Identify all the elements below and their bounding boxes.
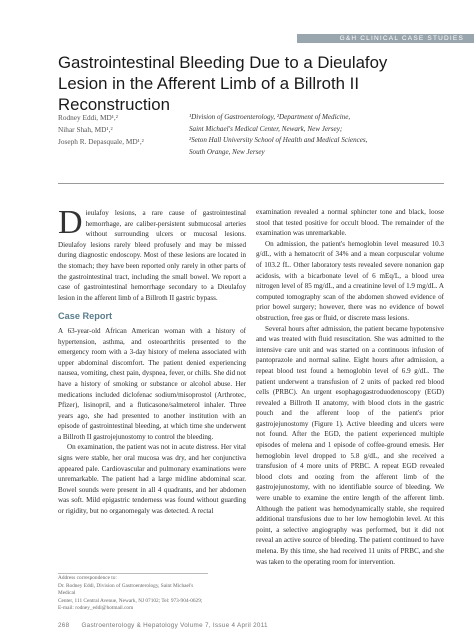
header-banner bbox=[0, 0, 474, 42]
body-paragraph: examination revealed a normal sphincter tone and black, loose stool that tested positive for occult blood. The remainder of the examination was unremarkable. bbox=[256, 208, 444, 238]
correspondence-line: Address correspondence to: bbox=[58, 575, 117, 581]
journal-date: April 2011 bbox=[236, 622, 268, 629]
drop-cap: D bbox=[58, 204, 83, 241]
correspondence-line: Dr. Rodney Eddi, Division of Gastroenterology, Saint Michael's Medical bbox=[58, 582, 194, 597]
journal-volume: Volume 7, Issue 4 bbox=[180, 622, 236, 629]
title-divider bbox=[58, 183, 444, 184]
author-name: Nihar Shah, MD¹,² bbox=[58, 125, 113, 134]
section-heading: Case Report bbox=[58, 311, 113, 322]
page-number: 268 bbox=[58, 622, 70, 629]
intro-text: ieulafoy lesions, a rare cause of gastrointestinal hemorrhage, are caliber-persistent submucosal arteries without surrounding ulcers or mucosal lesions. Dieulafoy lesions rarely bleed profusely and may be missed during diagnostic endoscopy. Most of these lesions are located in the stomach; they have been reported only rarely in other parts of the gastrointestinal tract, including the small bowel. We report a case of gastrointestinal hemorrhage secondary to a Dieulafoy lesion in the afferent limb of a Billroth II gastric bypass. bbox=[58, 209, 246, 302]
correspondence-divider bbox=[58, 573, 208, 574]
affiliation-line: ¹Division of Gastroenterology, ²Department of Medicine, bbox=[189, 113, 351, 121]
article-title: Gastrointestinal Bleeding Due to a Dieulafoy Lesion in the Afferent Limb of a Billroth II Reconstruction bbox=[58, 53, 388, 114]
banner-label: G&H CLINICAL CASE STUDIES bbox=[339, 35, 464, 42]
affiliation-line: ²Seton Hall University School of Health and Medical Sciences, bbox=[189, 136, 368, 144]
left-column bbox=[58, 204, 246, 517]
correspondence-block bbox=[58, 575, 208, 613]
author-list bbox=[58, 112, 183, 148]
affiliations bbox=[189, 112, 389, 158]
right-column bbox=[256, 207, 444, 567]
affiliation-line: Saint Michael's Medical Center, Newark, New Jersey; bbox=[189, 124, 343, 133]
page-footer bbox=[58, 622, 398, 629]
journal-name: Gastroenterology & Hepatology bbox=[81, 622, 179, 629]
correspondence-email[interactable]: E-mail: rodney_eddi@hotmail.com bbox=[58, 605, 134, 612]
body-paragraph: On admission, the patient's hemoglobin level measured 10.3 g/dL, with a hematocrit of 34% and a mean corpuscular volume of 103.2 fL. Other laboratory tests revealed severe nonanion gap acidosis, with a bicarbonate level of 6 mEq/L, a blood urea nitrogen level of 85 mg/dL, and a creatinine level of 1.9 mg/dL. A computed tomography scan of the abdomen showed evidence of prior bowel surgery; however, there was no evidence of bowel obstruction, free gas or fluid, or discrete mass lesions. bbox=[256, 239, 444, 322]
body-paragraph: On examination, the patient was not in acute distress. Her vital signs were stable, her oral mucosa was dry, and her conjunctiva appeared pale. Cardiovascular and pulmonary examinations were unremarkable. The patient had a large midline abdominal scar. Bowel sounds were present in all 4 quadrants, and her abdomen was soft. Mild epigastric tenderness was found without guarding or rigidity, but no organomegaly was detected. A rectal bbox=[58, 443, 246, 516]
body-paragraph: A 63-year-old African American woman with a history of hypertension, asthma, and osteoarthritis presented to the emergency room with a 3-day history of melena associated with upper abdominal discomfort. The patient denied experiencing nausea, vomiting, chest pain, dyspnea, fever, or chills. She did not have a history of smoking or substance or alcohol abuse. Her medications included diclofenac sodium/misoprostol (Arthrotec, Pfizer), lisinopril, and a fluticasone/salmeterol inhaler. Three years ago, she had presented to another institution with an episode of gastrointestinal bleeding, at which time she underwent a Billroth II gastrojejunostomy to control the bleeding. bbox=[58, 326, 246, 441]
author-name: Rodney Eddi, MD¹,² bbox=[58, 113, 118, 122]
intro-paragraph bbox=[58, 204, 246, 303]
author-name: Joseph R. Depasquale, MD¹,² bbox=[58, 137, 144, 146]
affiliation-line: South Orange, New Jersey bbox=[189, 147, 265, 156]
correspondence-line: Center, 111 Central Avenue, Newark, NJ 07102; Tel: 973-904-0629; bbox=[58, 597, 203, 604]
body-paragraph: Several hours after admission, the patient became hypotensive and was treated with fluid resuscitation. She was admitted to the intensive care unit and was started on a continuous infusion of pantoprazole and normal saline. Eight hours after admission, a repeat blood test found a hemoglobin level of 6.9 g/dL. The patient underwent a transfusion of 2 units of packed red blood cells (PRBC). An urgent esophagogastroduodenoscopy (EGD) revealed a Billroth II anatomy, with blood clots in the gastric pouch and the afferent loop of the patient's prior gastrojejunostomy (Figure 1). Active bleeding and ulcers were not found. After the EGD, the patient experienced multiple episodes of melena and 1 episode of coffee-ground emesis. Her hemoglobin level dropped to 5.8 g/dL, and she received a transfusion of 4 more units of PRBC. A repeat EGD revealed blood clots and oozing from the afferent limb of the gastrojejunostomy, with no identifiable source of bleeding. We were unable to examine the entire length of the afferent limb. Although the patient was hemodynamically stable, she required additional transfusions due to her low hemoglobin level. At this point, a selective angiography was performed, but it did not reveal an active source of bleeding. The patient continued to have melena. By this time, she had received 11 units of PRBC, and she was taken to the operating room for intervention. bbox=[256, 324, 444, 566]
